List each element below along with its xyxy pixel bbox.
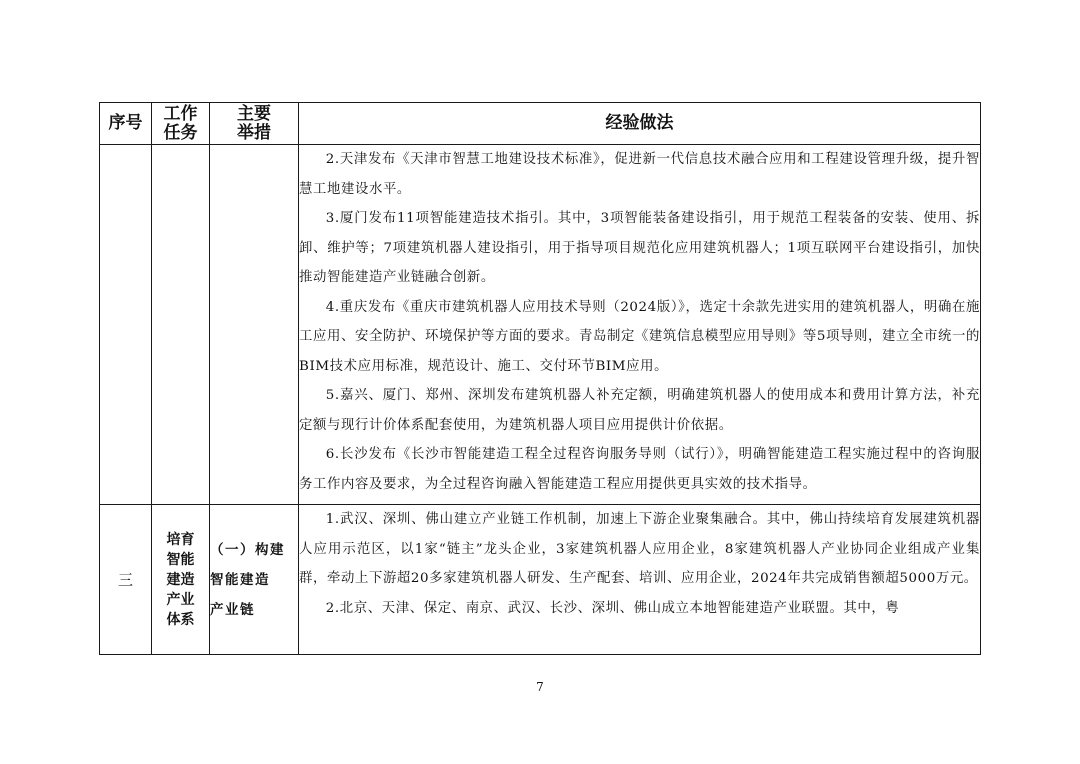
measure-line: （一）构建 — [210, 541, 285, 558]
header-seq: 序号 — [100, 103, 152, 145]
row2-task — [152, 505, 210, 655]
paragraph: 5.嘉兴、厦门、郑州、深圳发布建筑机器人补充定额，明确建筑机器人的使用成本和费用计算方法，补充定额与现行计价体系配套使用，为建筑机器人项目应用提供计价依据。 — [299, 388, 980, 433]
header-task — [152, 103, 210, 145]
page-number: 7 — [536, 680, 544, 694]
paragraph: 3.厦门发布11项智能建造技术指引。其中，3项智能装备建设指引，用于规范工程装备的安装、使用、拆卸、维护等；7项建筑机器人建设指引，用于指导项目规范化应用建筑机器人；1项互联网平台建设指引，加快推动智能建造产业链融合创新。 — [299, 211, 980, 285]
header-measure-line2: 举措 — [237, 122, 271, 143]
header-task-line1: 工作 — [163, 103, 198, 124]
paragraph: 2.天津发布《天津市智慧工地建设技术标准》，促进新一代信息技术融合应用和工程建设管理升级，提升智慧工地建设水平。 — [299, 152, 980, 197]
task-line: 建造 — [166, 571, 195, 588]
paragraph: 4.重庆发布《重庆市建筑机器人应用技术导则（2024版）》，选定十余款先进实用的建筑机器人，明确在施工应用、安全防护、环境保护等方面的要求。青岛制定《建筑信息模型应用导则》等5项导则，建立全市统一的BIM技术应用标准，规范设计、施工、交付环节BIM应用。 — [299, 299, 980, 374]
task-line: 体系 — [166, 611, 195, 628]
row1-experience — [299, 145, 981, 505]
row2-measure — [210, 505, 299, 655]
measure-line: 产业链 — [210, 601, 255, 618]
row2-experience — [299, 505, 981, 655]
header-experience: 经验做法 — [299, 103, 981, 145]
header-measure — [210, 103, 299, 145]
paragraph: 2.北京、天津、保定、南京、武汉、长沙、深圳、佛山成立本地智能建造产业联盟。其中，粤 — [325, 600, 900, 616]
paragraph: 1.武汉、深圳、佛山建立产业链工作机制，加速上下游企业聚集融合。其中，佛山持续培育发展建筑机器人应用示范区，以1家“链主”龙头企业，3家建筑机器人应用企业，8家建筑机器人产业协同企业组成产业集群，牵动上下游超20多家建筑机器人研发、生产配套、培训、应用企业，2024年共完成销售额超5000万元。 — [299, 512, 980, 586]
task-line: 智能 — [166, 551, 195, 568]
task-line: 培育 — [166, 531, 195, 548]
table-header-row — [100, 103, 981, 145]
row1-measure — [210, 145, 299, 505]
experience-table — [99, 102, 981, 655]
measure-line: 智能建造 — [210, 571, 270, 588]
header-measure-line1: 主要 — [237, 103, 271, 124]
paragraph: 6.长沙发布《长沙市智能建造工程全过程咨询服务导则（试行）》，明确智能建造工程实施过程中的咨询服务工作内容及要求，为全过程咨询融入智能建造工程应用提供更具实效的技术指导。 — [299, 447, 980, 492]
header-task-line2: 任务 — [163, 122, 198, 143]
table-row — [100, 505, 981, 655]
row1-task — [152, 145, 210, 505]
row2-seq: 三 — [100, 505, 152, 655]
table-row — [100, 145, 981, 505]
row1-seq — [100, 145, 152, 505]
task-line: 产业 — [166, 591, 195, 608]
